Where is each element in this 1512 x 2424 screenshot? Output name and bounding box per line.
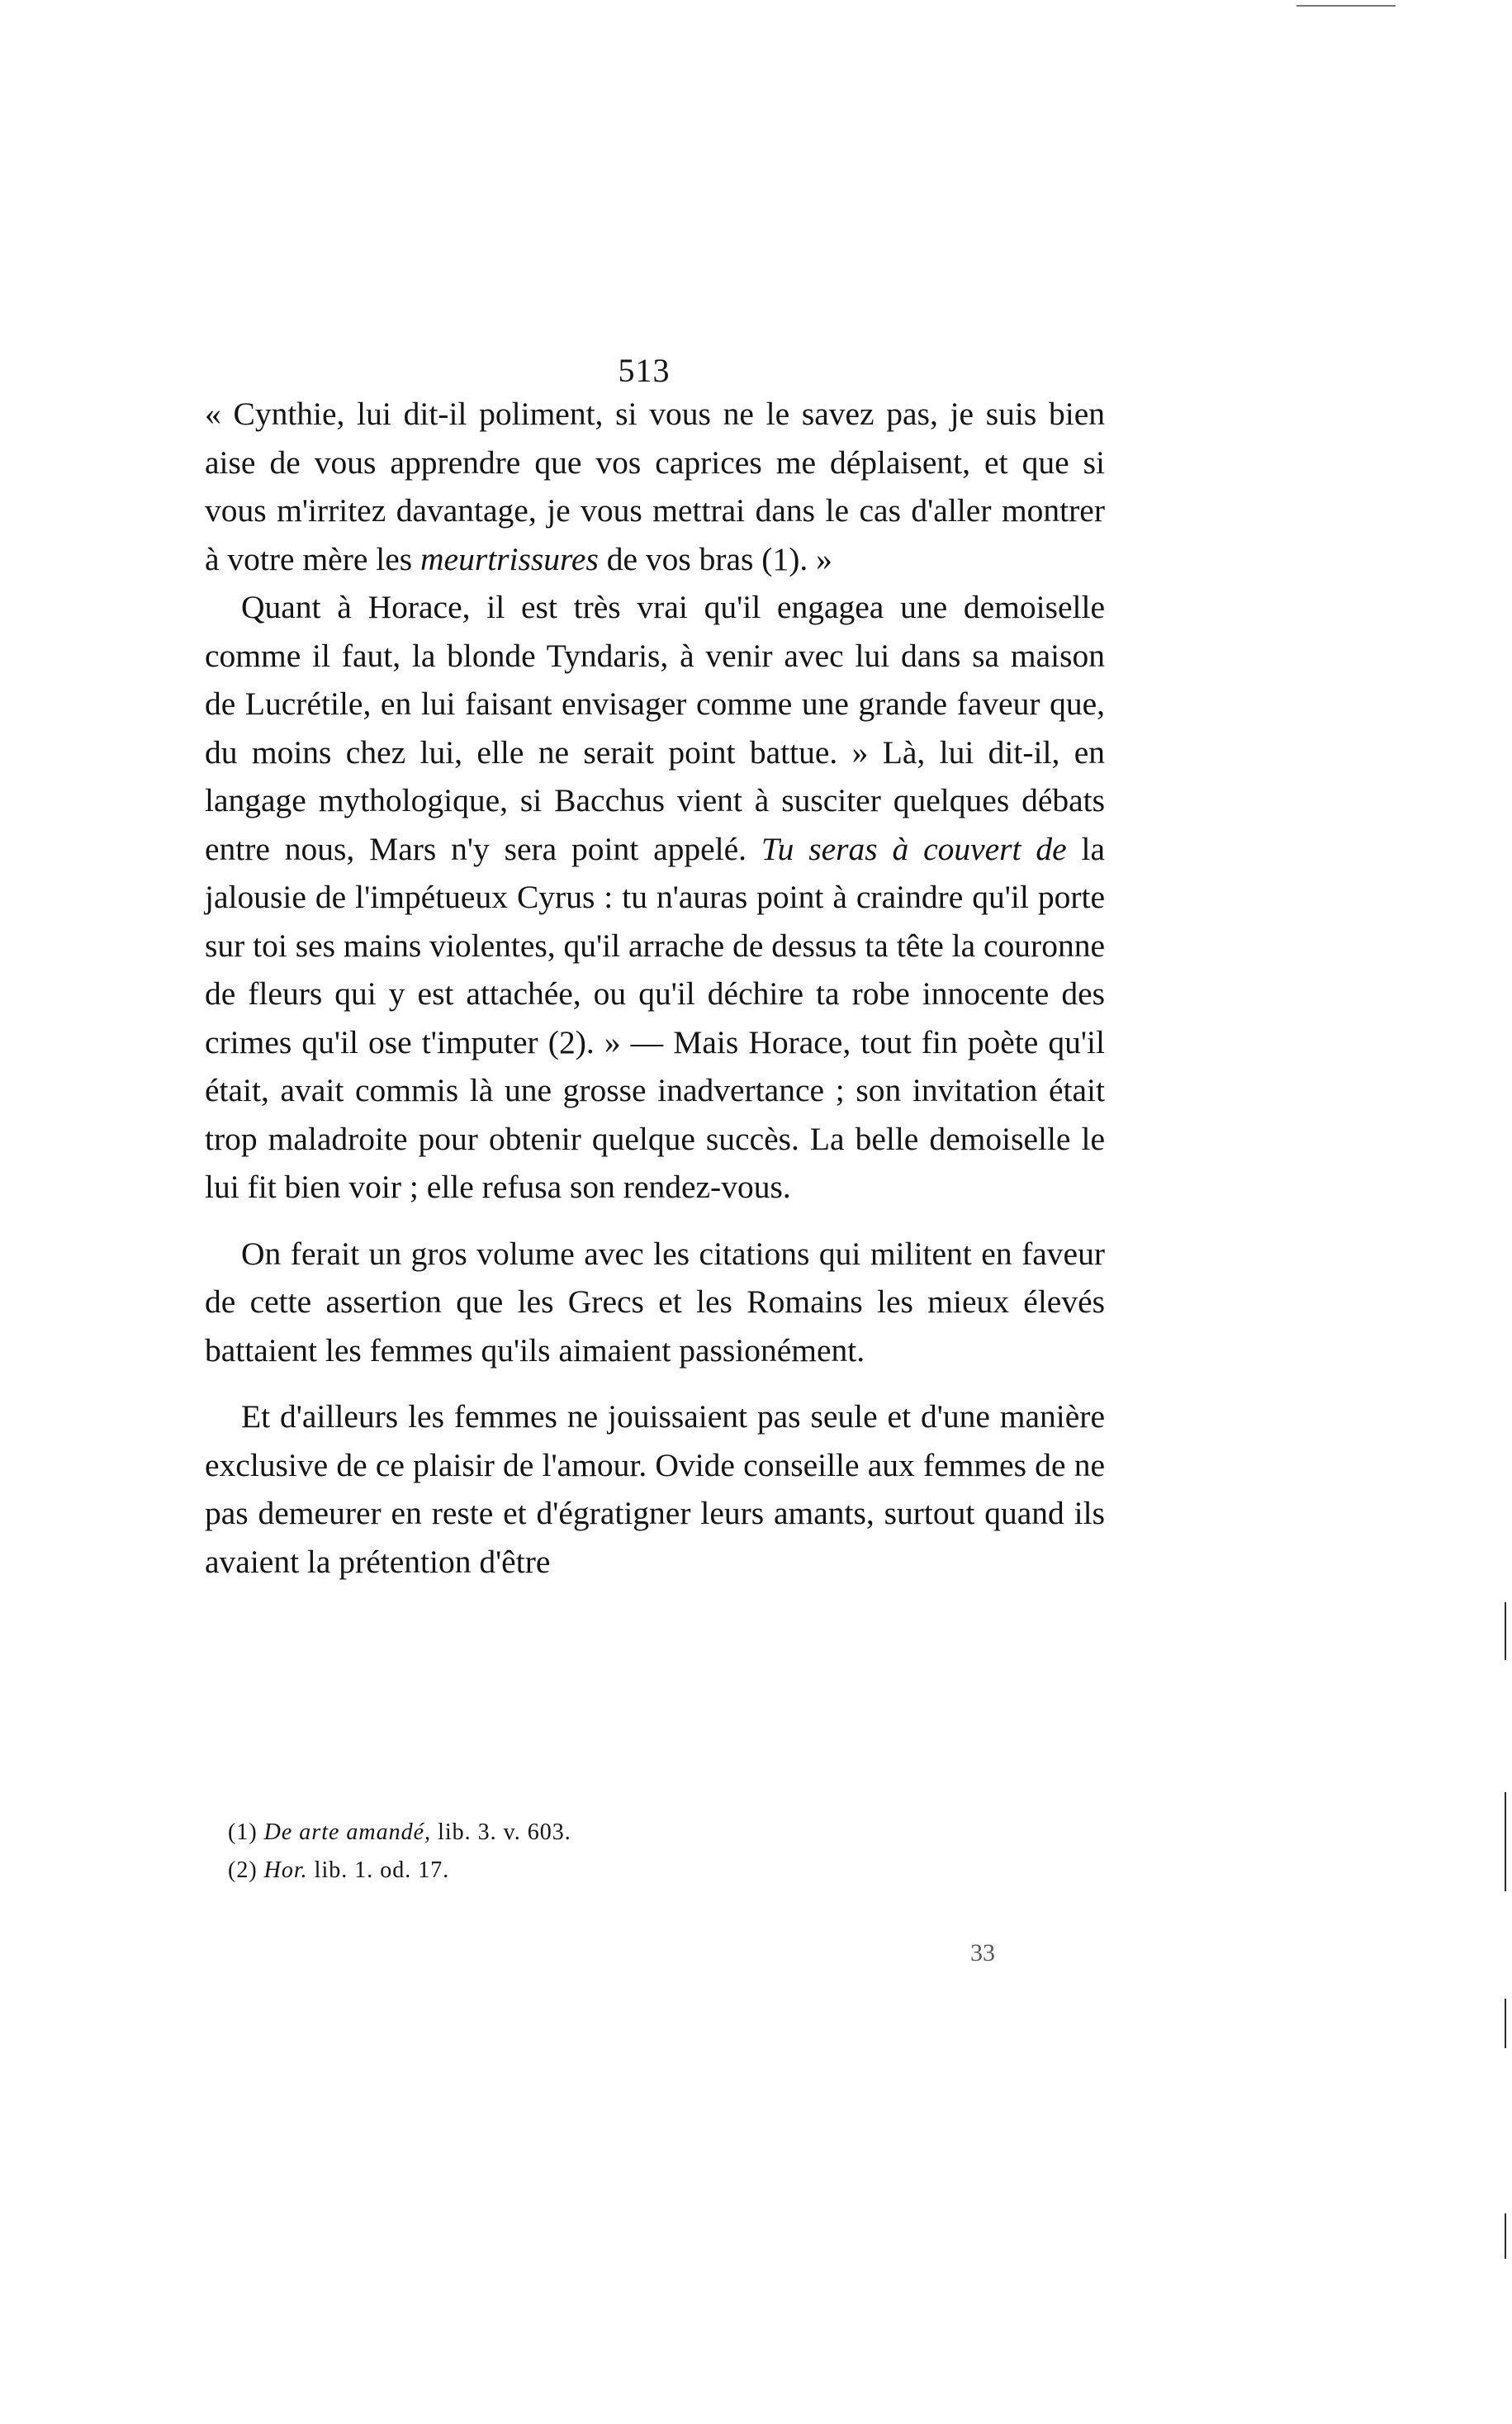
paragraph-2-text-end: la jalousie de l'impétueux Cyrus : tu n'auras point à craindre qu'il porte sur toi ses mains violentes, qu'il arrache de dessus ta tête la couronne de fleurs qui y est attachée, ou qu'il déchire ta robe innocente des crimes qu'il ose t'imputer (2). » — Mais Horace, tout fin poète qu'il était, avait commis là une grosse inadvertance ; son invitation était trop maladroite pour obtenir quelque succès. La belle demoiselle le lui fit bien voir ; elle refusa son rendez-vous. <box>205 830 1105 1205</box>
paragraph-2 <box>205 583 1105 1212</box>
paragraph-1-text: « Cynthie, lui dit-il poliment, si vous ne le savez pas, je suis bien aise de vous apprendre que vos caprices me déplaisent, et que si vous m'irritez davantage, je vous mettrai dans le cas d'aller montrer à votre mère les <box>205 396 1105 577</box>
scan-artifact-right-5 <box>1505 2213 1506 2259</box>
footnote-1-source: De arte amandé, <box>263 1819 432 1845</box>
footnote-2-reference: lib. 1. od. 17. <box>307 1857 450 1883</box>
footnote-2 <box>228 1852 971 1890</box>
footnote-1 <box>228 1814 971 1852</box>
paragraph-1 <box>205 390 1105 583</box>
paragraph-2-italic: Tu seras à couvert de <box>761 830 1067 867</box>
paragraph-3-text: On ferait un gros volume avec les citations qui militent en faveur de cette assertion que les Grecs et les Romains les mieux élevés battaient les femmes qu'ils aimaient passionément. <box>205 1235 1105 1369</box>
scan-artifact-top <box>1296 5 1396 7</box>
scan-artifact-right-4 <box>1505 1999 1506 2048</box>
scan-artifact-right-3 <box>1505 1842 1506 1891</box>
footnote-1-marker: (1) <box>228 1819 264 1845</box>
page-number: 513 <box>618 352 671 389</box>
paragraph-3 <box>205 1230 1105 1375</box>
paragraph-1-italic: meurtrissures <box>420 540 599 577</box>
scan-artifact-right-1 <box>1505 1602 1506 1660</box>
footnotes <box>228 1814 971 1890</box>
footnote-1-reference: lib. 3. v. 603. <box>431 1819 571 1845</box>
footnote-2-marker: (2) <box>228 1857 264 1883</box>
scan-artifact-right-2 <box>1505 1792 1506 1842</box>
paragraph-1-text-end: de vos bras (1). » <box>598 540 832 577</box>
signature-mark: 33 <box>970 1939 995 1966</box>
paragraph-2-text: Quant à Horace, il est très vrai qu'il engagea une demoiselle comme il faut, la blonde Tyndaris, à venir avec lui dans sa maison de Lucrétile, en lui faisant envisager comme une grande faveur que, du moins chez lui, elle ne serait point battue. » Là, lui dit-il, en langage mythologique, si Bacchus vient à susciter quelques débats entre nous, Mars n'y sera point appelé. <box>205 589 1105 867</box>
footnote-2-source: Hor. <box>263 1857 308 1883</box>
body-text <box>205 390 1105 1586</box>
paragraph-4-text: Et d'ailleurs les femmes ne jouissaient pas seule et d'une manière exclusive de ce plaisir de l'amour. Ovide conseille aux femmes de ne pas demeurer en reste et d'égratigner leurs amants, surtout quand ils avaient la prétention d'être <box>205 1398 1105 1580</box>
paragraph-4 <box>205 1392 1105 1586</box>
